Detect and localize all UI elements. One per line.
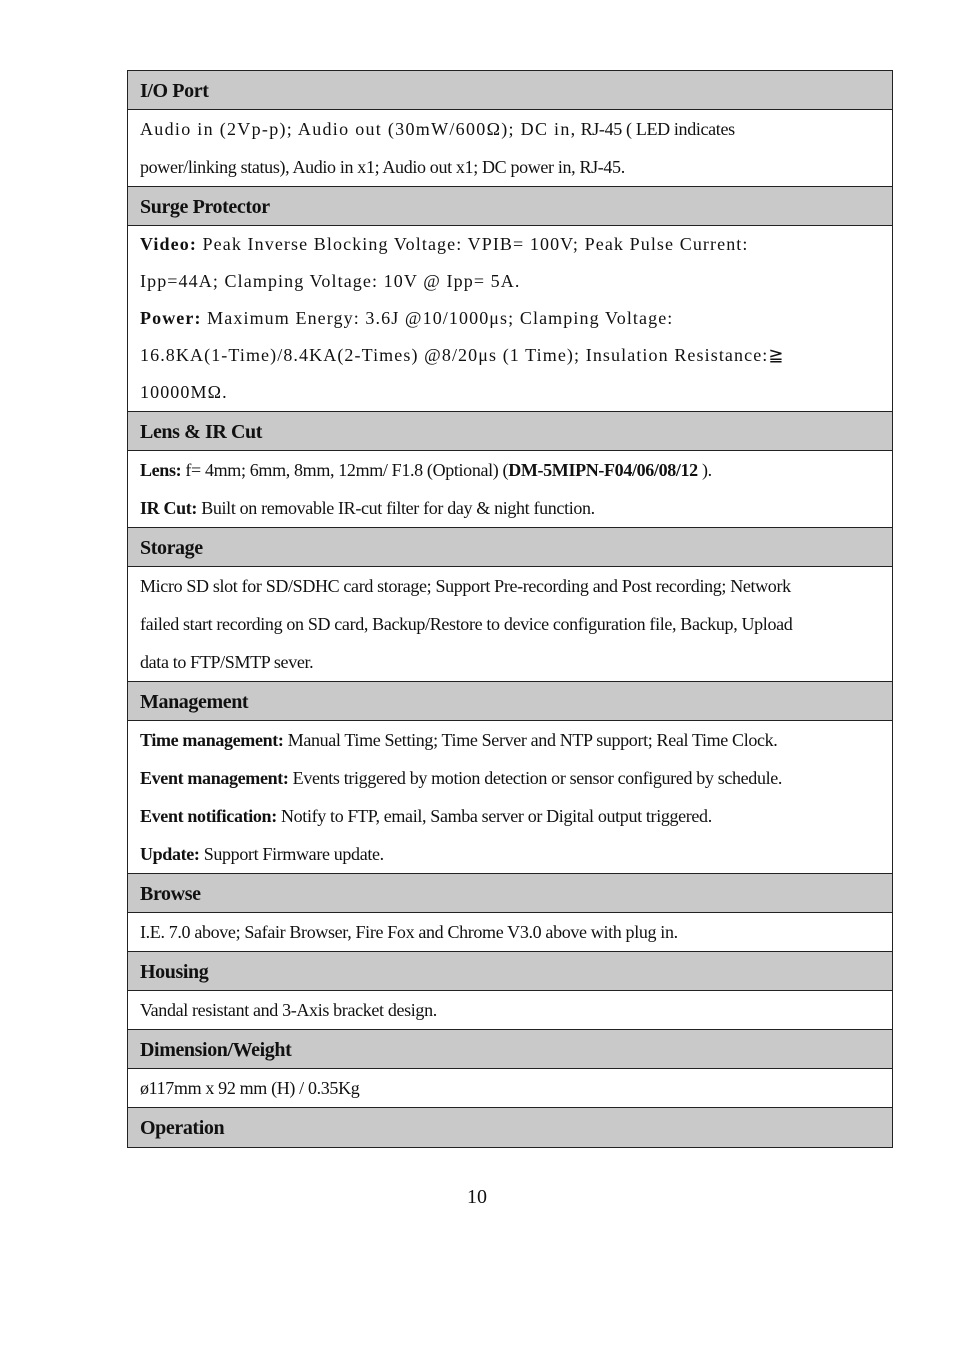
event-notification-line — [140, 797, 880, 835]
event-management-text: Events triggered by motion detection or sensor configured by schedule. — [288, 768, 783, 788]
surge-video-label: Video: — [140, 234, 197, 254]
surge-power-line2: 16.8KA(1-Time)/8.4KA(2-Times) @8/20μs (1 Time); Insulation Resistance:≧ — [140, 345, 785, 365]
surge-protector-body — [128, 226, 892, 412]
housing-text: Vandal resistant and 3-Axis bracket design. — [140, 1000, 437, 1020]
surge-video-text: Peak Inverse Blocking Voltage: VPIB= 100V; Peak Pulse Current: — [196, 234, 749, 254]
surge-video-line1 — [140, 226, 880, 263]
browse-text: I.E. 7.0 above; Safair Browser, Fire Fox and Chrome V3.0 above with plug in. — [140, 922, 678, 942]
surge-protector-header: Surge Protector — [128, 187, 892, 226]
ir-cut-label: IR Cut: — [140, 498, 198, 518]
io-port-line2: power/linking status), Audio in x1; Audio out x1; DC power in, RJ-45. — [140, 157, 625, 177]
time-management-label: Time management: — [140, 730, 284, 750]
io-port-line1-spaced: Audio in (2Vp-p); Audio out (30mW/600Ω); DC in, — [140, 119, 577, 139]
surge-power-label: Power: — [140, 308, 202, 328]
update-line — [140, 835, 880, 873]
housing-header: Housing — [128, 952, 892, 991]
ir-cut-line — [140, 489, 880, 527]
management-header: Management — [128, 682, 892, 721]
ir-cut-text: Built on removable IR-cut filter for day & night function. — [197, 498, 595, 518]
surge-power-text: Maximum Energy: 3.6J @10/1000μs; Clamping Voltage: — [201, 308, 674, 328]
lens-model: DM-5MIPN-F04/06/08/12 — [508, 460, 698, 480]
storage-line3: data to FTP/SMTP sever. — [140, 652, 314, 672]
event-management-line — [140, 759, 880, 797]
io-port-line1-rest: RJ-45 ( LED indicates — [576, 119, 735, 139]
event-notification-text: Notify to FTP, email, Samba server or Digital output triggered. — [276, 806, 712, 826]
event-management-label: Event management: — [140, 768, 289, 788]
lens-label: Lens: — [140, 460, 182, 480]
surge-power-line1 — [140, 300, 880, 337]
operation-header: Operation — [128, 1108, 892, 1147]
lens-ir-cut-body — [128, 451, 892, 528]
surge-power-line3: 10000MΩ. — [140, 382, 228, 402]
browse-header: Browse — [128, 874, 892, 913]
time-management-line — [140, 721, 880, 759]
storage-line2: failed start recording on SD card, Backup/Restore to device configuration file, Backup, Upload — [140, 614, 793, 634]
update-label: Update: — [140, 844, 200, 864]
lens-line — [140, 451, 880, 489]
management-body — [128, 721, 892, 874]
storage-header: Storage — [128, 528, 892, 567]
spec-table — [127, 70, 893, 1148]
time-management-text: Manual Time Setting; Time Server and NTP support; Real Time Clock. — [283, 730, 778, 750]
event-notification-label: Event notification: — [140, 806, 277, 826]
lens-end: ). — [697, 460, 712, 480]
lens-text: f= 4mm; 6mm, 8mm, 12mm/ F1.8 (Optional) ( — [181, 460, 509, 480]
storage-line1: Micro SD slot for SD/SDHC card storage; Support Pre-recording and Post recording; Network — [140, 576, 791, 596]
page-number: 10 — [467, 1186, 487, 1208]
surge-video-line2: Ipp=44A; Clamping Voltage: 10V @ Ipp= 5A. — [140, 271, 521, 291]
io-port-header: I/O Port — [128, 71, 892, 110]
dimension-weight-text: ø117mm x 92 mm (H) / 0.35Kg — [140, 1078, 360, 1098]
browse-body — [128, 913, 892, 952]
storage-body — [128, 567, 892, 682]
update-text: Support Firmware update. — [199, 844, 384, 864]
io-port-line1 — [140, 110, 880, 148]
lens-ir-cut-header: Lens & IR Cut — [128, 412, 892, 451]
housing-body — [128, 991, 892, 1030]
dimension-weight-body — [128, 1069, 892, 1108]
io-port-body — [128, 110, 892, 187]
dimension-weight-header: Dimension/Weight — [128, 1030, 892, 1069]
